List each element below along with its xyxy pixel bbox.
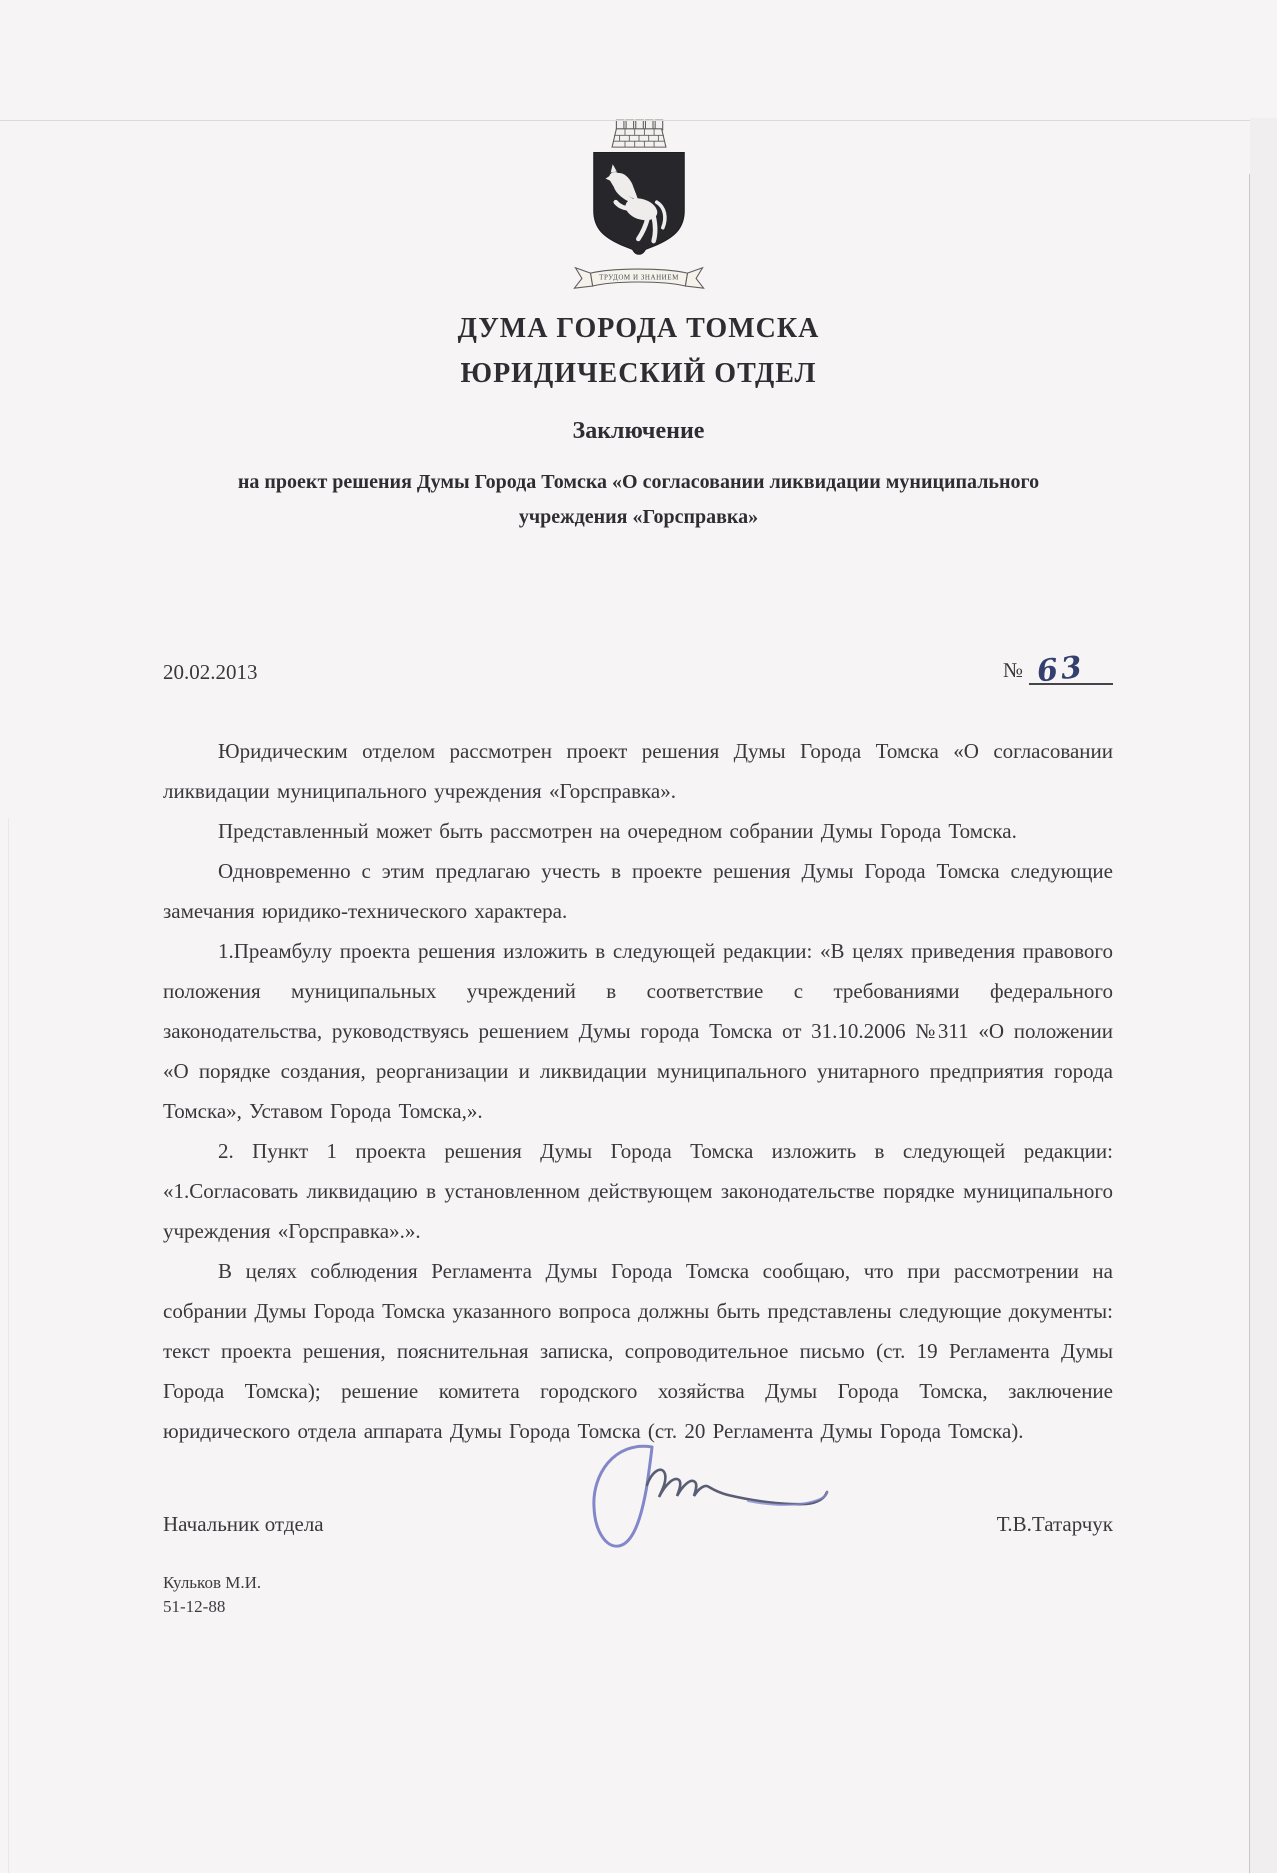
paragraph-2: Представленный может быть рассмотрен на очередном собрании Думы Города Томска. [218, 819, 1017, 843]
scan-edge-line [1249, 174, 1250, 1873]
signature-row [163, 1499, 1113, 1549]
meta-row [163, 649, 1113, 690]
scanned-document-page [0, 118, 1277, 1873]
document-body [163, 731, 1113, 1451]
paragraph-6: В целях соблюдения Регламента Думы Города Томска сообщаю, что при рассмотрении на собрании Думы Города Томска указанного вопроса должны быть представлены следующие документы: текст проекта решения, пояснительная записка, сопроводительное письмо (ст. 19 Регламента Думы Города Томска); решение комитета городского хозяйства Думы Города Томска, заключение юридического отдела аппарата Думы Города Томска (ст. 20 Регламента Думы Города Томска). [163, 1259, 1113, 1443]
coat-of-arms-icon [569, 118, 709, 299]
number-sign: № [1002, 658, 1023, 682]
paragraph-1: Юридическим отделом рассмотрен проект решения Думы Города Томска «О согласовании ликвидации муниципального учреждения «Горсправка». [163, 739, 1113, 803]
signer-position: Начальник отдела [163, 1511, 324, 1536]
shield-icon [593, 153, 683, 255]
scan-edge-shade [1250, 118, 1277, 1873]
executor-block [163, 1571, 1277, 1619]
signature-scribble-icon [548, 1441, 888, 1561]
subject-line-2: учреждения «Горсправка» [518, 506, 759, 528]
scan-edge-top [0, 120, 1277, 121]
organization-name: ДУМА ГОРОДА ТОМСКА [457, 313, 820, 344]
executor-name: Кульков М.И. [163, 1573, 262, 1592]
paragraph-5: 2. Пункт 1 проекта решения Думы Города Томска изложить в следующей редакции: «1.Согласовать ликвидацию в установленном действующем законодательстве порядке муниципального учреждения «Горсправка».». [163, 1139, 1113, 1243]
signer-name: Т.В.Татарчук [996, 1511, 1113, 1536]
document-date: 20.02.2013 [163, 660, 258, 684]
motto-ribbon-icon [574, 268, 703, 288]
paragraph-3: Одновременно с этим предлагаю учесть в проекте решения Думы Города Томска следующие замечания юридико-технического характера. [163, 859, 1113, 923]
paragraph-4: 1.Преамбулу проекта решения изложить в следующей редакции: «В целях приведения правового положения муниципальных учреждений в соответствие с требованиями федерального законодательства, руководствуясь решением Думы города Томска от 31.10.2006 №311 «О положении «О порядке создания, реорганизации и ликвидации муниципального унитарного предприятия города Томска», Уставом Города Томска,». [163, 939, 1113, 1123]
document-subject [0, 465, 1277, 535]
executor-phone: 51-12-88 [163, 1597, 226, 1616]
subject-line-1: на проект решения Думы Города Томска «О согласовании ликвидации муниципального [237, 471, 1040, 493]
crown-icon [612, 120, 666, 147]
scan-edge-left [8, 818, 9, 1873]
department-name: ЮРИДИЧЕСКИЙ ОТДЕЛ [460, 358, 817, 389]
number-underline [1029, 649, 1113, 690]
tomsk-coat-of-arms [569, 118, 709, 299]
document-title: Заключение [572, 418, 705, 444]
document-number [1002, 649, 1113, 690]
number-handwritten-value: 63 [1035, 649, 1087, 690]
crest-motto-text: ТРУДОМ И ЗНАНИЕМ [598, 273, 679, 282]
